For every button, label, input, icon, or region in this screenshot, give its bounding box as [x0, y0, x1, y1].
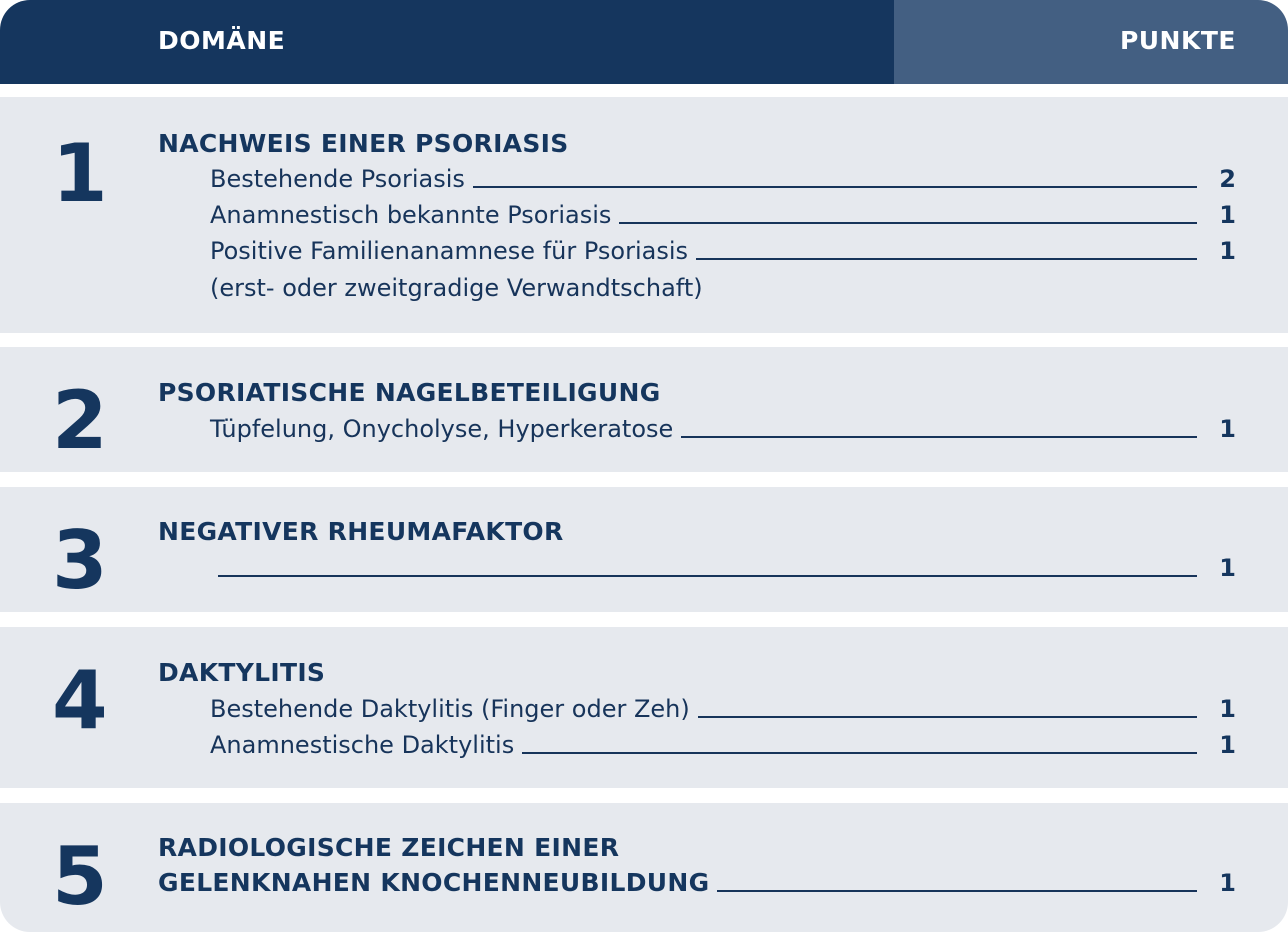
criterion-points: 1	[1219, 731, 1236, 759]
criterion-row	[210, 163, 1236, 195]
criterion-note: (erst- oder zweitgradige Verwandtschaft)	[210, 274, 703, 302]
criterion-row	[210, 729, 1236, 761]
criterion-row	[210, 552, 1236, 584]
criterion-row	[158, 867, 1236, 899]
criterion-label: Positive Familienanamnese für Psoriasis	[210, 237, 689, 265]
dotted-leader-line	[619, 222, 1197, 224]
domain-title: NEGATIVER RHEUMAFAKTOR	[158, 517, 564, 546]
table-header	[0, 0, 1288, 84]
criterion-points: 1	[1219, 415, 1236, 443]
dotted-leader-line	[717, 890, 1197, 892]
domain-number: 3	[52, 514, 108, 607]
criterion-points: 1	[1219, 237, 1236, 265]
domain-section-3	[0, 487, 1288, 612]
criterion-row	[210, 235, 1236, 267]
criterion-points: 1	[1219, 201, 1236, 229]
criterion-points: 1	[1219, 554, 1236, 582]
criterion-points: 2	[1219, 165, 1236, 193]
domain-number: 4	[52, 654, 108, 747]
domain-number: 5	[52, 830, 108, 923]
header-domain-cell	[0, 0, 894, 84]
dotted-leader-line	[696, 258, 1197, 260]
criterion-label: Anamnestische Daktylitis	[210, 731, 515, 759]
criterion-row	[210, 413, 1236, 445]
header-points-cell	[894, 0, 1288, 84]
domain-section-5	[0, 803, 1288, 932]
domain-number: 2	[52, 374, 108, 467]
domain-title: DAKTYLITIS	[158, 658, 326, 687]
domain-title: RADIOLOGISCHE ZEICHEN EINER	[158, 833, 620, 862]
criterion-row	[210, 199, 1236, 231]
domain-title-continued: GELENKNAHEN KNOCHENNEUBILDUNG	[158, 868, 710, 897]
criterion-label: Anamnestisch bekannte Psoriasis	[210, 201, 612, 229]
domain-section-1	[0, 97, 1288, 333]
header-domain-label: DOMÄNE	[158, 26, 286, 55]
header-points-label: PUNKTE	[1119, 26, 1236, 55]
criterion-label: Tüpfelung, Onycholyse, Hyperkeratose	[210, 415, 674, 443]
criterion-points: 1	[1219, 695, 1236, 723]
domain-section-2	[0, 347, 1288, 472]
domain-title: PSORIATISCHE NAGELBETEILIGUNG	[158, 378, 661, 407]
dotted-leader-line	[218, 575, 1197, 577]
dotted-leader-line	[681, 436, 1197, 438]
domain-title: NACHWEIS EINER PSORIASIS	[158, 129, 569, 158]
domain-section-4	[0, 627, 1288, 788]
dotted-leader-line	[698, 716, 1198, 718]
criterion-points: 1	[1219, 869, 1236, 897]
dotted-leader-line	[473, 186, 1197, 188]
criterion-label: Bestehende Psoriasis	[210, 165, 465, 193]
domain-number: 1	[52, 127, 108, 220]
criterion-row	[210, 693, 1236, 725]
dotted-leader-line	[522, 752, 1197, 754]
criterion-label: Bestehende Daktylitis (Finger oder Zeh)	[210, 695, 690, 723]
